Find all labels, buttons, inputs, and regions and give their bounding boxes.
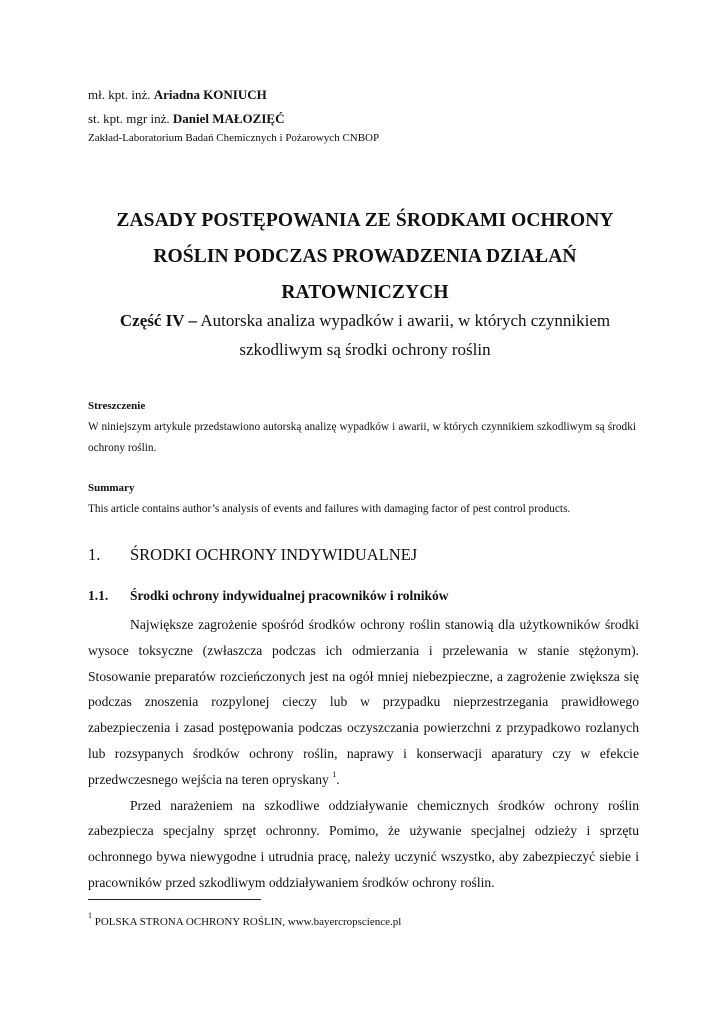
author-2-prefix: st. kpt. mgr inż.	[88, 111, 170, 126]
footnote-mark: 1	[88, 911, 92, 920]
abstract-english-heading: Summary	[88, 482, 135, 494]
author-1	[88, 86, 379, 110]
subtitle-part: Część IV –	[119, 311, 198, 330]
author-1-prefix: mł. kpt. inż.	[88, 87, 151, 102]
paragraph-2: Przed narażeniem na szkodliwe oddziaływanie chemicznych środków ochrony roślin zabezpiecza specjalny sprzęt ochronny. Pomimo, że używanie specjalnej odzieży i sprzętu ochronnego bywa niewygodne i utrudnia pracę, należy uczynić wszystko, aby zabezpieczyć siebie i pracowników przed szkodliwym oddziaływaniem środków ochrony roślin.	[88, 797, 639, 890]
document-title	[88, 203, 642, 311]
section-1-1-title: Środki ochrony indywidualnej pracowników i rolników	[130, 588, 449, 603]
abstract-english-text: This article contains author’s analysis of events and failures with damaging factor of pest control products.	[88, 503, 571, 515]
body-text	[88, 612, 639, 896]
abstract-polish-heading: Streszczenie	[88, 400, 146, 412]
section-1-1-number: 1.1.	[88, 588, 109, 603]
title-line-3: RATOWNICZYCH	[281, 282, 449, 303]
author-block	[88, 86, 379, 146]
author-2-name: Daniel MAŁOZIĘĆ	[172, 111, 285, 126]
abstract-english	[88, 480, 636, 520]
section-heading-1-1	[88, 586, 448, 606]
author-1-name: Ariadna KONIUCH	[153, 87, 267, 102]
subtitle-line-1: Autorska analiza wypadków i awarii, w których czynnikiem	[197, 311, 611, 330]
abstract-polish	[88, 398, 636, 459]
footnote-text: POLSKA STRONA OCHRONY ROŚLIN, www.bayercropscience.pl	[94, 916, 402, 928]
abstract-polish-text: W niniejszym artykule przedstawiono autorską analizę wypadków i awarii, w których czynnikiem szkodliwym są środki ochrony roślin.	[88, 421, 636, 454]
footnote	[88, 911, 402, 930]
paragraph-1: Największe zagrożenie spośród środków ochrony roślin stanowią dla użytkowników środki wysoce toksyczne (zwłaszcza podczas ich odmierzania i przelewania w stanie stężonym). Stosowanie preparatów rozcieńczonych jest na ogół mniej niebezpieczne, a zagrożenie zwiększa się podczas znoszenia rozpylonej cieczy lub w przypadku nieprzestrzegania prawidłowego zabezpieczenia i zasad postępowania podczas oczyszczania powierzchni z przypadkowo rozlanych lub rozsypanych środków ochrony roślin, naprawy i konserwacji aparatury czy w efekcie przedwczesnego wejścia na teren opryskany $^1$.	[88, 617, 639, 787]
document-subtitle	[88, 306, 642, 364]
subtitle-line-2: szkodliwym są środki ochrony roślin	[239, 340, 491, 359]
paragraph-1-text: Największe zagrożenie spośród środków ochrony roślin stanowią dla użytkowników środki wysoce toksyczne (zwłaszcza podczas ich odmierzania i przelewania w stanie stężonym). Stosowanie preparatów rozcieńczonych jest na ogół mniej niebezpieczne, a zagrożenie zwiększa się podczas znoszenia rozpylonej cieczy lub w przypadku nieprzestrzegania prawidłowego zabezpieczenia i zasad postępowania podczas oczyszczania powierzchni z przypadkowo rozlanych lub rozsypanych środków ochrony roślin, naprawy i konserwacji aparatury czy w efekcie przedwczesnego wejścia na teren opryskany	[88, 617, 639, 787]
footnote-divider	[88, 899, 261, 900]
section-1-number: 1.	[88, 545, 101, 564]
section-1-title: ŚRODKI OCHRONY INDYWIDUALNEJ	[130, 545, 418, 564]
section-heading-1	[88, 544, 417, 566]
title-line-1: ZASADY POSTĘPOWANIA ZE ŚRODKAMI OCHRONY	[116, 210, 614, 231]
footnote-reference[interactable]: 1	[332, 769, 337, 779]
affiliation: Zakład-Laboratorium Badań Chemicznych i Pożarowych CNBOP	[88, 132, 380, 144]
title-line-2: ROŚLIN PODCZAS PROWADZENIA DZIAŁAŃ	[153, 246, 577, 267]
